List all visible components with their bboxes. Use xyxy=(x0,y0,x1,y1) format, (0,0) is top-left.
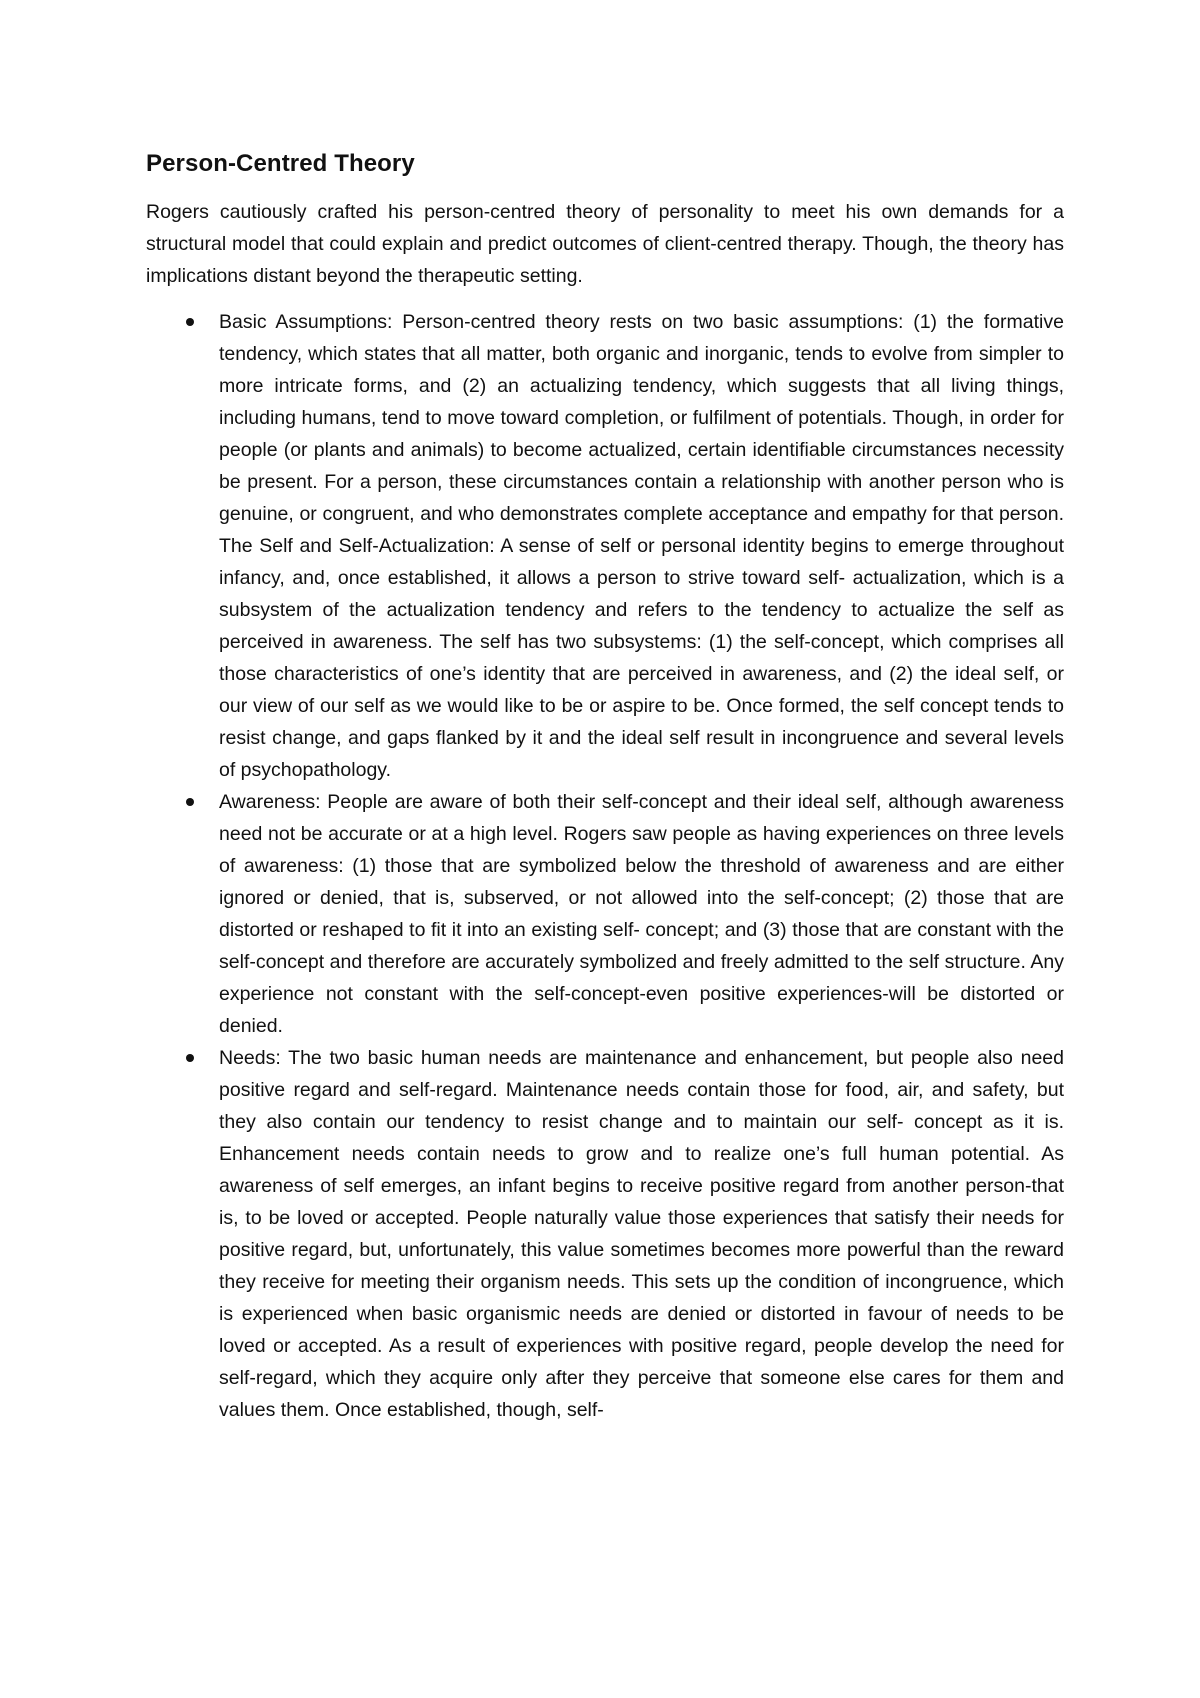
bullet-text: Awareness: People are aware of both their self-concept and their ideal self, although awareness need not be accurate or at a high level. Rogers saw people as having experiences on three levels of awareness: (1) those that are symbolized below the threshold of awareness and are either ignored or denied, that is, subserved, or not allowed into the self-concept; (2) those that are distorted or reshaped to fit it into an existing self- concept; and (3) those that are constant with the self-concept and therefore are accurately symbolized and freely admitted to the self structure. Any experience not constant with the self-concept-even positive experiences-will be distorted or denied. xyxy=(219,791,1064,1037)
bullet-text: Basic Assumptions: Person-centred theory rests on two basic assumptions: (1) the formative tendency, which states that all matter, both organic and inorganic, tends to evolve from simpler to more intricate forms, and (2) an actualizing tendency, which suggests that all living things, including humans, tend to move toward completion, or fulfilment of potentials. Though, in order for people (or plants and animals) to become actualized, certain identifiable circumstances necessity be present. For a person, these circumstances contain a relationship with another person who is genuine, or congruent, and who demonstrates complete acceptance and empathy for that person. The Self and Self-Actualization: A sense of self or personal identity begins to emerge throughout infancy, and, once established, it allows a person to strive toward self- actualization, which is a subsystem of the actualization tendency and refers to the tendency to actualize the self as perceived in awareness. The self has two subsystems: (1) the self-concept, which comprises all those characteristics of one’s identity that are perceived in awareness, and (2) the ideal self, or our view of our self as we would like to be or aspire to be. Once formed, the self concept tends to resist change, and gaps flanked by it and the ideal self result in incongruence and several levels of psychopathology. xyxy=(219,311,1064,781)
bullet-icon xyxy=(186,1054,194,1062)
bullet-item-needs xyxy=(146,1042,1064,1426)
document-body xyxy=(146,148,1064,1426)
bullet-text: Needs: The two basic human needs are maintenance and enhancement, but people also need positive regard and self-regard. Maintenance needs contain those for food, air, and safety, but they also contain our tendency to resist change and to maintain our self- concept as it is. Enhancement needs contain needs to grow and to realize one’s full human potential. As awareness of self emerges, an infant begins to receive positive regard from another person-that is, to be loved or accepted. People naturally value those experiences that satisfy their needs for positive regard, but, unfortunately, this value sometimes becomes more powerful than the reward they receive for meeting their organism needs. This sets up the condition of incongruence, which is experienced when basic organismic needs are denied or distorted in favour of needs to be loved or accepted. As a result of experiences with positive regard, people develop the need for self-regard, which they acquire only after they perceive that someone else cares for them and values them. Once established, though, self- xyxy=(219,1047,1064,1421)
page-title: Person-Centred Theory xyxy=(146,150,415,177)
bullet-item-basic-assumptions xyxy=(146,306,1064,786)
bullet-icon xyxy=(186,798,194,806)
intro-paragraph: Rogers cautiously crafted his person-centred theory of personality to meet his own demands for a structural model that could explain and predict outcomes of client-centred therapy. Though, the theory has implications distant beyond the therapeutic setting. xyxy=(146,201,1064,287)
bullet-icon xyxy=(186,318,194,326)
bullet-list xyxy=(146,306,1064,1426)
bullet-item-awareness xyxy=(146,786,1064,1042)
